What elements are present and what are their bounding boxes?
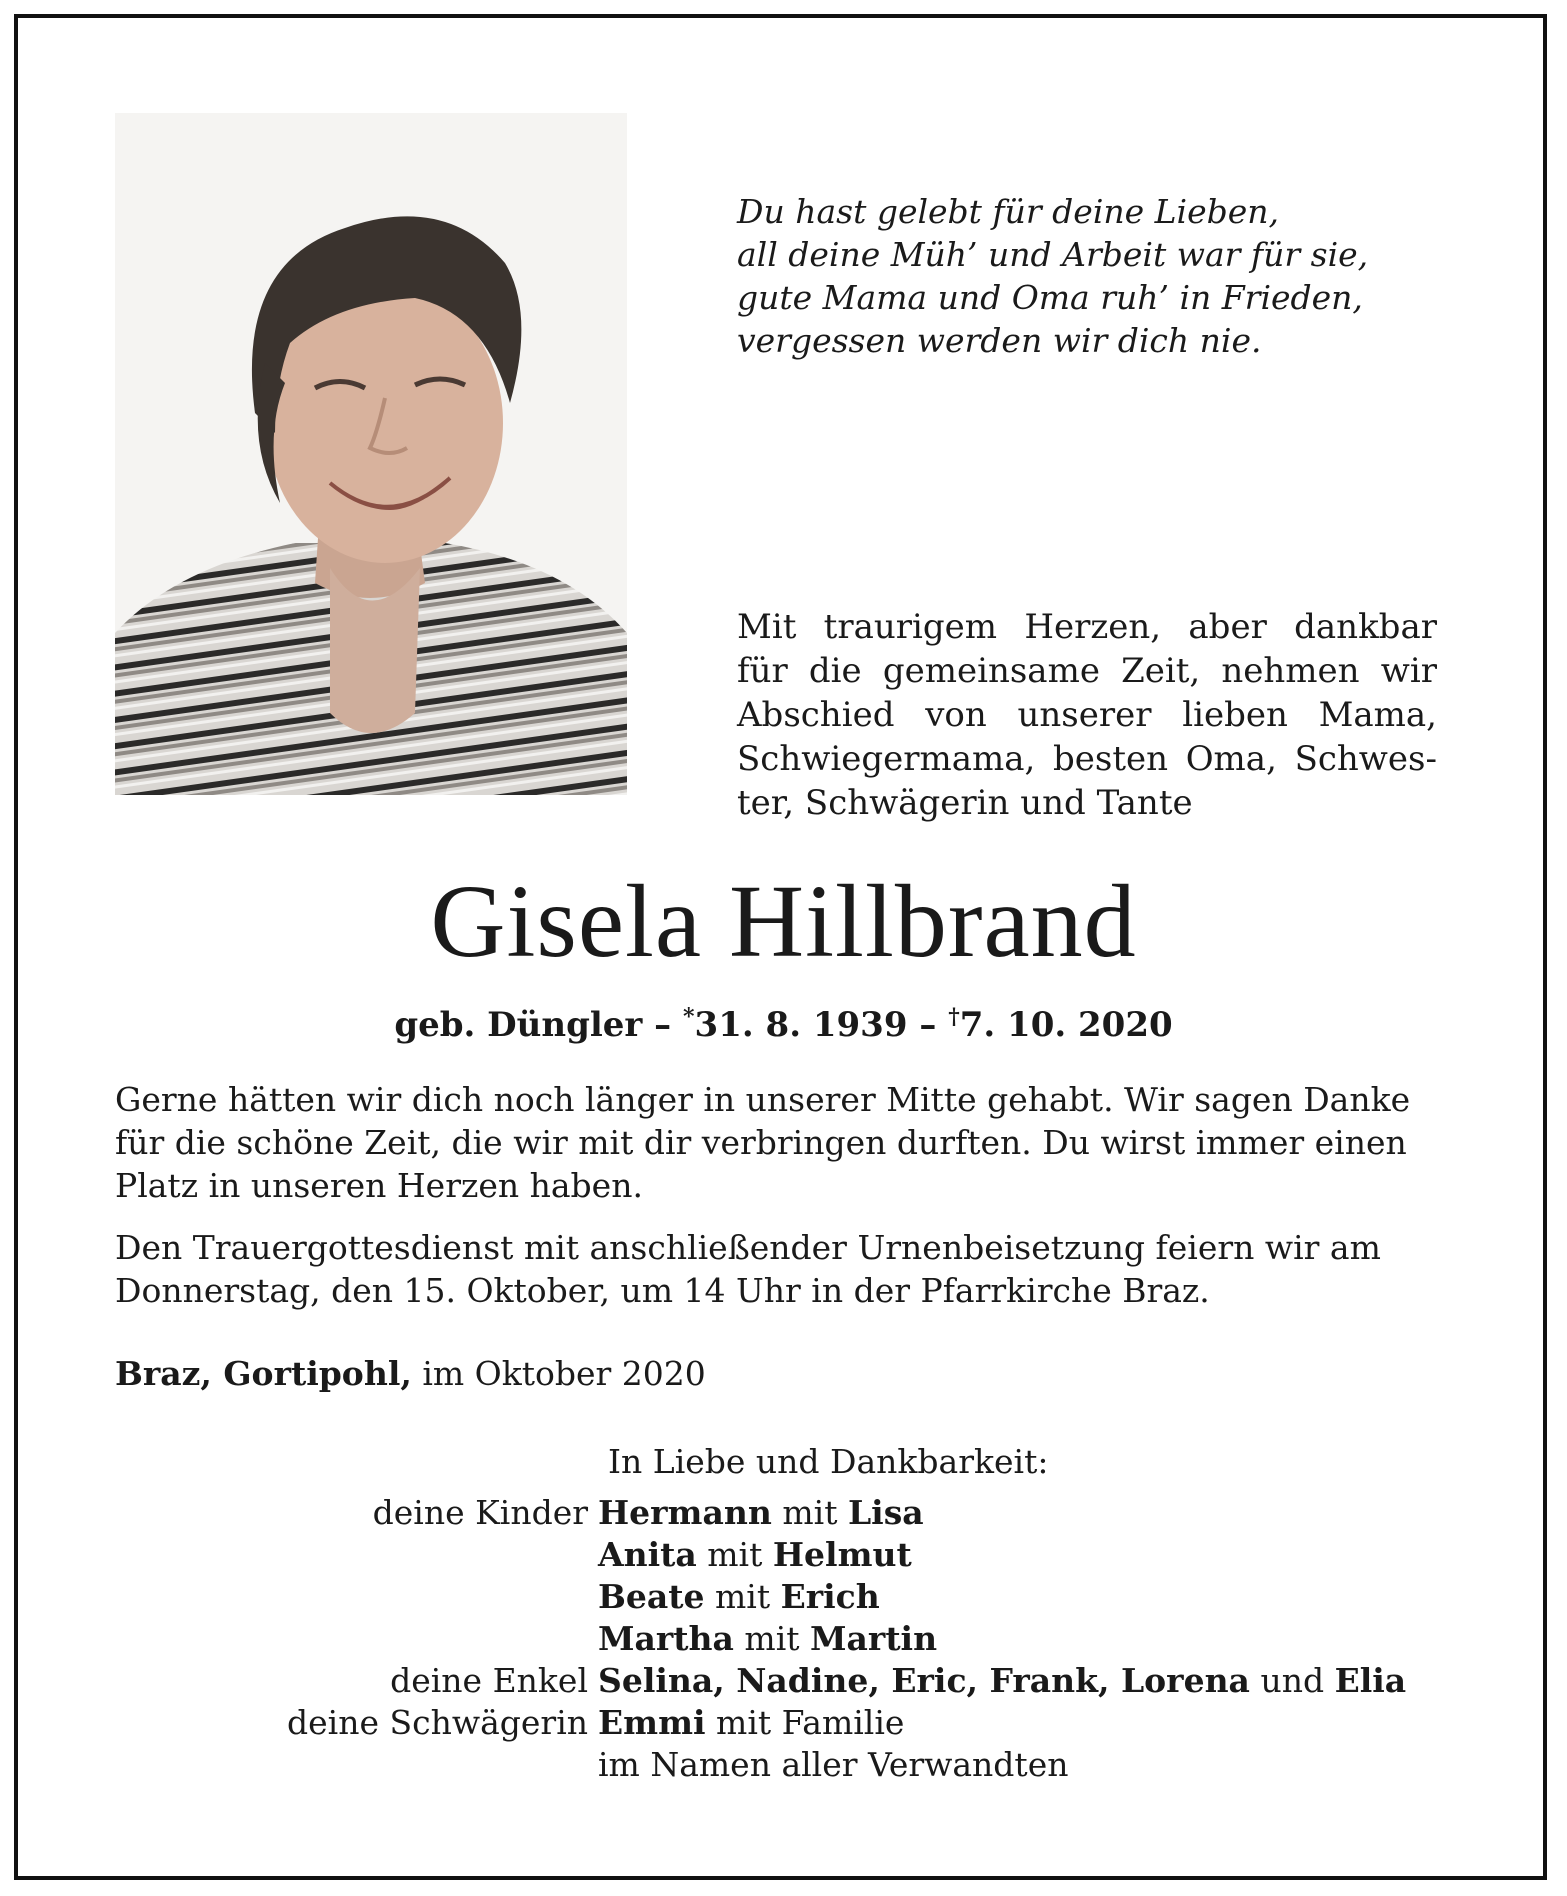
intro-word: dankbar	[1294, 607, 1437, 647]
death-date: 7. 10. 2020	[959, 1005, 1173, 1045]
child-name: Martha	[598, 1619, 734, 1658]
place-date	[115, 1352, 706, 1395]
intro-word: gemeinsame	[882, 651, 1100, 691]
family-row	[115, 1576, 1435, 1618]
partner-name: Martin	[810, 1619, 938, 1658]
signoff: In Liebe und Dankbarkeit:	[608, 1442, 1049, 1481]
paragraph-line: Den Trauergottesdienst mit anschließender Urnenbeisetzung feiern wir am	[115, 1228, 1381, 1267]
family-suffix: mit Familie	[705, 1703, 905, 1742]
intro-line	[737, 605, 1437, 649]
intro-line	[737, 649, 1437, 693]
portrait-photo	[115, 113, 627, 795]
remembrance-paragraph	[115, 1078, 1435, 1207]
grandchildren-names: Selina, Nadine, Eric, Frank, Lorena	[598, 1661, 1250, 1700]
separator: –	[907, 1005, 949, 1045]
birth-date: 31. 8. 1939	[694, 1005, 908, 1045]
maiden-name: geb. Düngler	[394, 1005, 643, 1045]
intro-word: lieben	[1182, 695, 1288, 735]
intro-word: traurigem	[823, 607, 998, 647]
intro-word: Mit	[737, 607, 797, 647]
partner-name: Lisa	[847, 1493, 924, 1532]
intro-text	[737, 605, 1437, 825]
intro-word: wir	[1380, 651, 1437, 691]
connector: mit	[704, 1577, 781, 1616]
poem-line: Du hast gelebt für deine Lieben,	[737, 192, 1280, 231]
relation-label: deine Schwägerin	[287, 1703, 588, 1742]
family-row	[115, 1534, 1435, 1576]
child-name: Anita	[598, 1535, 697, 1574]
poem-line: gute Mama und Oma ruh’ in Frieden,	[737, 278, 1363, 317]
intro-word: aber	[1188, 607, 1267, 647]
birth-symbol: *	[683, 1004, 695, 1030]
grandchild-name: Elia	[1334, 1661, 1407, 1700]
intro-word: Mama,	[1318, 695, 1437, 735]
intro-word: nehmen	[1221, 651, 1360, 691]
intro-word: Herzen,	[1024, 607, 1162, 647]
family-row	[115, 1660, 1435, 1702]
family-list	[115, 1492, 1435, 1786]
partner-name: Helmut	[772, 1535, 912, 1574]
poem	[737, 190, 1368, 362]
intro-word: Schwiegermama,	[737, 739, 1036, 779]
connector: mit	[771, 1493, 848, 1532]
connector: und	[1249, 1661, 1335, 1700]
poem-line: vergessen werden wir dich nie.	[737, 321, 1262, 360]
child-name: Hermann	[598, 1493, 772, 1532]
connector: mit	[733, 1619, 811, 1658]
intro-word: unserer	[1017, 695, 1152, 735]
intro-word: Oma,	[1185, 739, 1277, 779]
intro-word: Abschied	[737, 695, 895, 735]
intro-line	[737, 737, 1437, 781]
relation-label: deine Enkel	[390, 1661, 588, 1700]
intro-word: die	[808, 651, 862, 691]
paragraph-line: Platz in unseren Herzen haben.	[115, 1166, 643, 1205]
separator: –	[642, 1005, 684, 1045]
child-name: Beate	[598, 1577, 705, 1616]
intro-word: Zeit,	[1121, 651, 1201, 691]
place-month: im Oktober 2020	[411, 1354, 706, 1393]
family-row	[115, 1492, 1435, 1534]
intro-line: ter, Schwägerin und Tante	[737, 783, 1193, 823]
poem-line: all deine Müh’ und Arbeit war für sie,	[737, 235, 1369, 274]
birth-death-line	[0, 995, 1567, 1047]
sister-in-law-name: Emmi	[598, 1703, 706, 1742]
deceased-name: Gisela Hillbrand	[430, 864, 1137, 979]
relation-label: deine Kinder	[372, 1493, 588, 1532]
connector: mit	[696, 1535, 773, 1574]
intro-word: von	[925, 695, 987, 735]
intro-word: besten	[1052, 739, 1168, 779]
place-names: Braz, Gortipohl,	[115, 1354, 412, 1393]
family-row	[115, 1702, 1435, 1744]
partner-name: Erich	[780, 1577, 880, 1616]
family-row	[115, 1744, 1435, 1786]
paragraph-line: Gerne hätten wir dich noch länger in unserer Mitte gehabt. Wir sagen Danke	[115, 1080, 1411, 1119]
intro-word: Schwes-	[1294, 739, 1437, 779]
portrait-illustration	[115, 113, 627, 795]
intro-line	[737, 693, 1437, 737]
paragraph-line: Donnerstag, den 15. Oktober, um 14 Uhr in der Pfarrkirche Braz.	[115, 1271, 1210, 1310]
intro-word: für	[737, 651, 788, 691]
service-paragraph	[115, 1226, 1435, 1312]
death-symbol: †	[948, 1004, 960, 1030]
closing-line: im Namen aller Verwandten	[598, 1745, 1069, 1784]
family-row	[115, 1618, 1435, 1660]
paragraph-line: für die schöne Zeit, die wir mit dir verbringen durften. Du wirst immer einen	[115, 1123, 1407, 1162]
